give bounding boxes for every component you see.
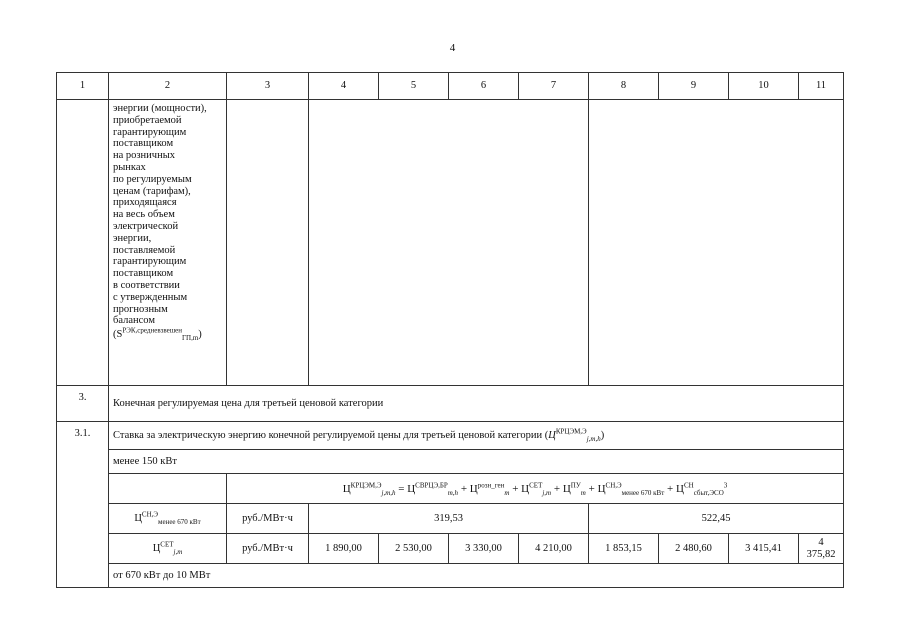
subgroup-row xyxy=(57,564,844,588)
value-cell: 319,53 xyxy=(309,504,589,534)
column-header: 2 xyxy=(109,73,227,100)
page-number: 4 xyxy=(449,42,456,54)
value-cell: 1 853,15 xyxy=(589,534,659,564)
set-tariff-row xyxy=(57,534,844,564)
value-cell: 2 530,00 xyxy=(379,534,449,564)
section-3-1-row xyxy=(57,422,844,450)
value-cell: 1 890,00 xyxy=(309,534,379,564)
column-header: 3 xyxy=(227,73,309,100)
column-header: 6 xyxy=(449,73,519,100)
empty-cell xyxy=(57,100,109,386)
description-line: рынках xyxy=(113,161,146,173)
section-number: 3.1. xyxy=(57,422,109,588)
description-line: поставщиком xyxy=(113,268,174,280)
description-line: поставляемой xyxy=(113,244,176,256)
column-header: 10 xyxy=(729,73,799,100)
column-header: 11 xyxy=(799,73,844,100)
column-number-row xyxy=(57,73,844,100)
value-cell: 522,45 xyxy=(589,504,844,534)
description-line: на весь объем xyxy=(113,209,175,221)
empty-cell xyxy=(589,100,844,386)
description-line: на розничных xyxy=(113,150,175,162)
subgroup-label: менее 150 кВт xyxy=(109,450,844,474)
description-line: гарантирующим xyxy=(113,256,187,268)
subgroup-row xyxy=(57,450,844,474)
unit-cell: руб./МВт·ч xyxy=(227,504,309,534)
section-title: Ставка за электрическую энергию конечной регулируемой цены для третьей ценовой категории $(Ц^{КРЦЭМ,Э}_{j,m,h})$ xyxy=(109,422,844,450)
description-line: электрической xyxy=(113,220,179,232)
description-line: балансом xyxy=(113,315,155,327)
empty-cell xyxy=(227,100,309,386)
value-cell: 4 375,82 xyxy=(799,534,844,564)
sn-tariff-row xyxy=(57,504,844,534)
description-line: по регулируемым xyxy=(113,173,192,185)
description-symbol: $(S^{РЭК,средневзвешен}_{ГП,m})$ xyxy=(113,326,202,343)
column-header: 5 xyxy=(379,73,449,100)
description-line: приходящаяся xyxy=(113,197,177,209)
description-cell xyxy=(109,100,227,386)
empty-cell xyxy=(309,100,589,386)
description-line: в соответствии xyxy=(113,279,180,291)
column-header: 1 xyxy=(57,73,109,100)
section-title: Конечная регулируемая цена для третьей ценовой категории xyxy=(109,386,844,422)
column-header: 9 xyxy=(659,73,729,100)
price-formula: $Ц^{КРЦЭМ,Э}_{j,m,h} = Ц^{СВРЦЭ,БР}_{m,h} + Ц^{розн\_ген}_m + Ц^{СЕТ}_{j,m} + Ц^{ПУ}_m + Ц^{СН,Э}_{менее 670 кВт} + Ц^{СН}_{сбыт,ЭСО}^3$ xyxy=(227,474,844,504)
tariff-table xyxy=(56,72,844,588)
description-line: с утвержденным xyxy=(113,291,188,303)
section-3-row xyxy=(57,386,844,422)
description-line: поставщиком xyxy=(113,138,174,150)
empty-cell xyxy=(109,474,227,504)
value-cell: 2 480,60 xyxy=(659,534,729,564)
column-header: 4 xyxy=(309,73,379,100)
value-cell: 3 330,00 xyxy=(449,534,519,564)
description-line: гарантирующим xyxy=(113,126,187,138)
description-line: энергии, xyxy=(113,232,152,244)
description-line: прогнозным xyxy=(113,303,168,315)
continued-description-row xyxy=(57,100,844,386)
description-line: ценам (тарифам), xyxy=(113,185,191,197)
description-line: энергии (мощности), xyxy=(113,103,207,114)
row-label: $Ц^{СЕТ}_{j,m}$ xyxy=(109,534,227,564)
description-line: приобретаемой xyxy=(113,114,182,126)
value-cell: 4 210,00 xyxy=(519,534,589,564)
value-cell: 3 415,41 xyxy=(729,534,799,564)
column-header: 7 xyxy=(519,73,589,100)
section-number: 3. xyxy=(57,386,109,422)
row-label: $Ц^{СН,Э}_{менее 670 кВт}$ xyxy=(109,504,227,534)
formula-row xyxy=(57,474,844,504)
unit-cell: руб./МВт·ч xyxy=(227,534,309,564)
subgroup-label: от 670 кВт до 10 МВт xyxy=(109,564,844,588)
column-header: 8 xyxy=(589,73,659,100)
footnote-marker: 3 xyxy=(723,480,728,489)
